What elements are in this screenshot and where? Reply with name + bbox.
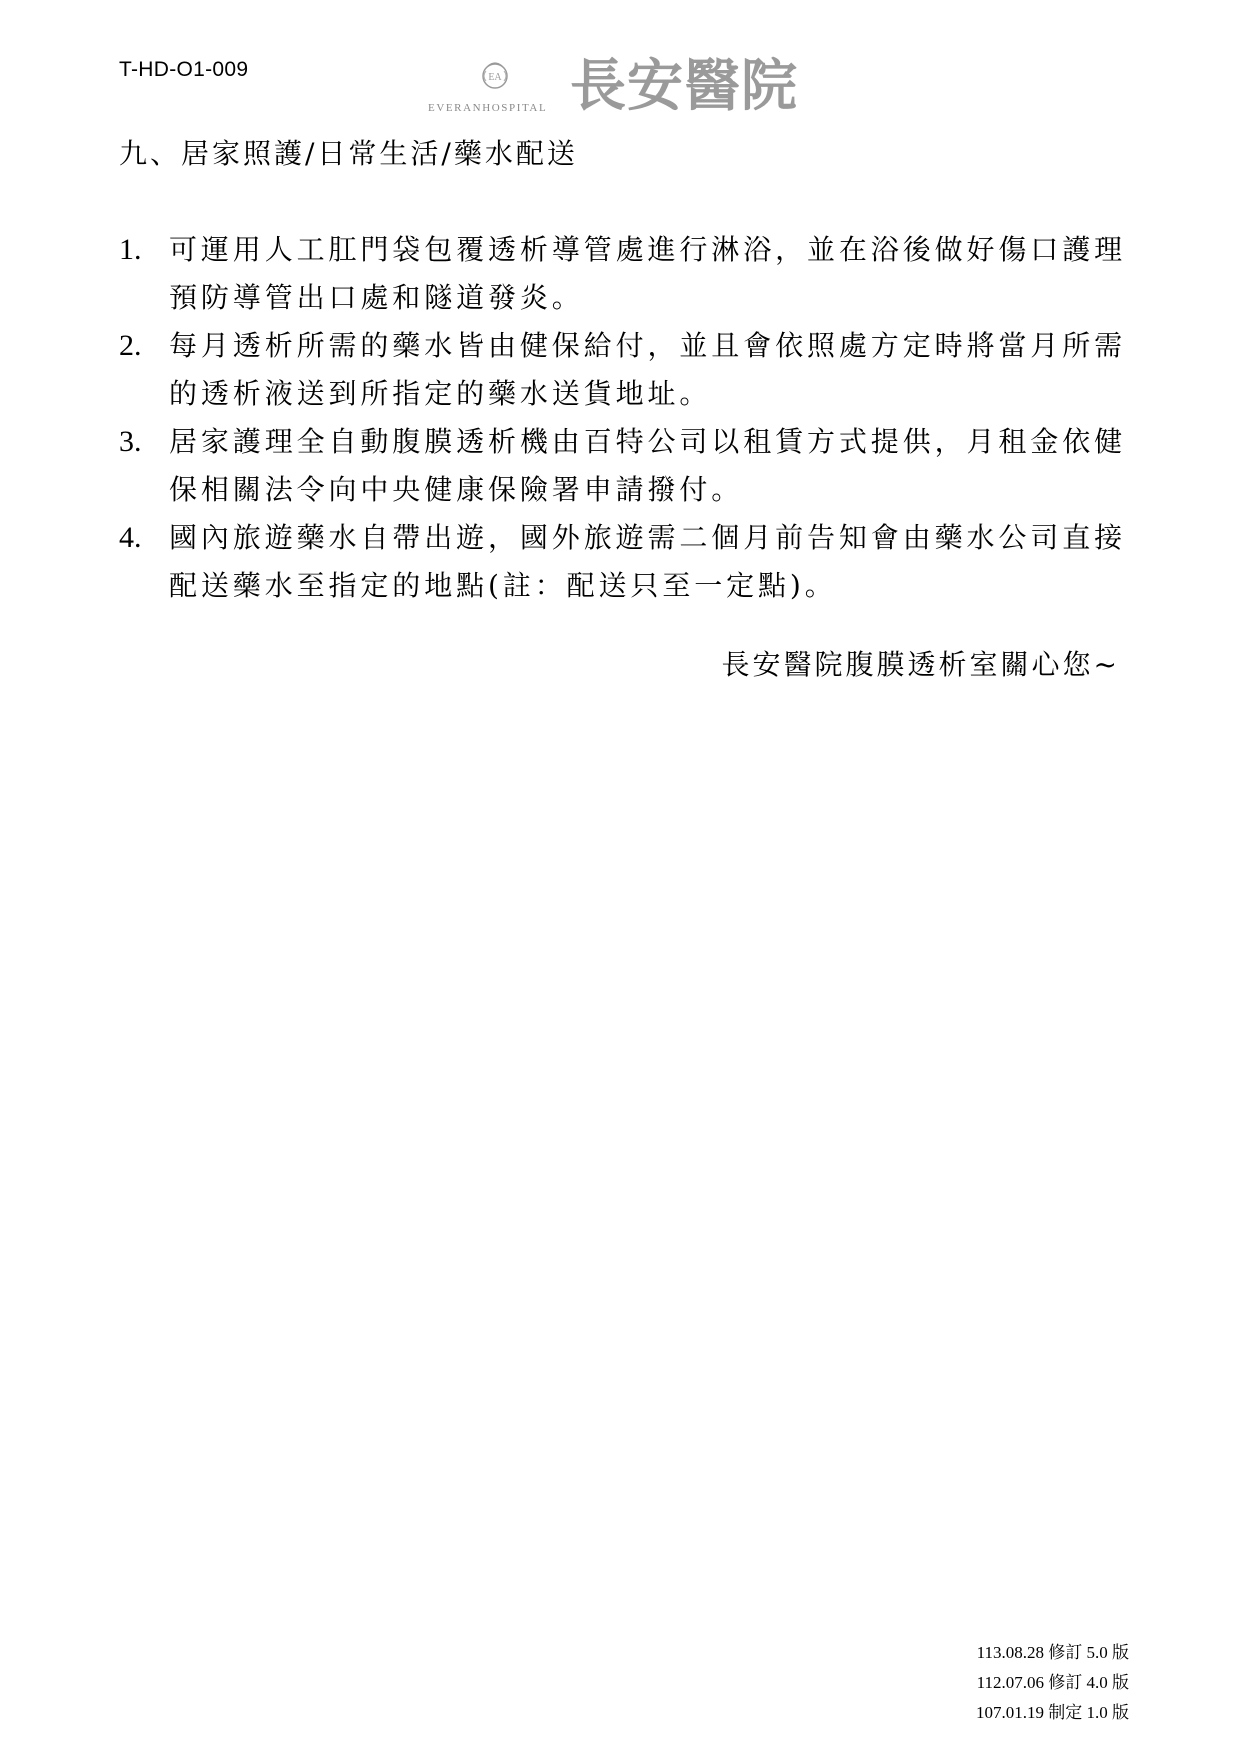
- list-item: [119, 514, 1129, 610]
- document-code: T-HD-O1-009: [119, 58, 249, 81]
- closing-remark: 長安醫院腹膜透析室關心您~: [721, 648, 1120, 681]
- list-item: [119, 322, 1129, 418]
- instruction-list: [119, 226, 1129, 610]
- list-item-number: 3.: [119, 425, 142, 458]
- version-entry: 107.01.19 制定 1.0 版: [976, 1703, 1129, 1722]
- everan-emblem-icon: [478, 58, 512, 92]
- version-entry: 112.07.06 修訂 4.0 版: [976, 1673, 1129, 1692]
- list-item-text: 國內旅遊藥水自帶出遊，國外旅遊需二個月前告知會由藥水公司直接配送藥水至指定的地點(註：配送只至一定點)。: [169, 521, 1127, 602]
- version-entry: 113.08.28 修訂 5.0 版: [976, 1643, 1129, 1662]
- list-item-text: 每月透析所需的藥水皆由健保給付，並且會依照處方定時將當月所需的透析液送到所指定的藥水送貨地址。: [169, 329, 1127, 410]
- logo-english-name: EVERANHOSPITAL: [428, 102, 548, 114]
- list-item: [119, 226, 1129, 322]
- hospital-logo: [428, 52, 828, 122]
- svg-text:EA: EA: [488, 72, 502, 83]
- list-item-number: 1.: [119, 233, 142, 266]
- logo-chinese-name: 長安醫院: [570, 54, 798, 119]
- section-title: 九、居家照護/日常生活/藥水配送: [119, 137, 578, 170]
- list-item-number: 4.: [119, 521, 142, 554]
- list-item-number: 2.: [119, 329, 142, 362]
- list-item-text: 可運用人工肛門袋包覆透析導管處進行淋浴，並在浴後做好傷口護理預防導管出口處和隧道發炎。: [169, 233, 1127, 314]
- version-history: [976, 1638, 1129, 1728]
- list-item-text: 居家護理全自動腹膜透析機由百特公司以租賃方式提供，月租金依健保相關法令向中央健康保險署申請撥付。: [169, 425, 1127, 506]
- list-item: [119, 418, 1129, 514]
